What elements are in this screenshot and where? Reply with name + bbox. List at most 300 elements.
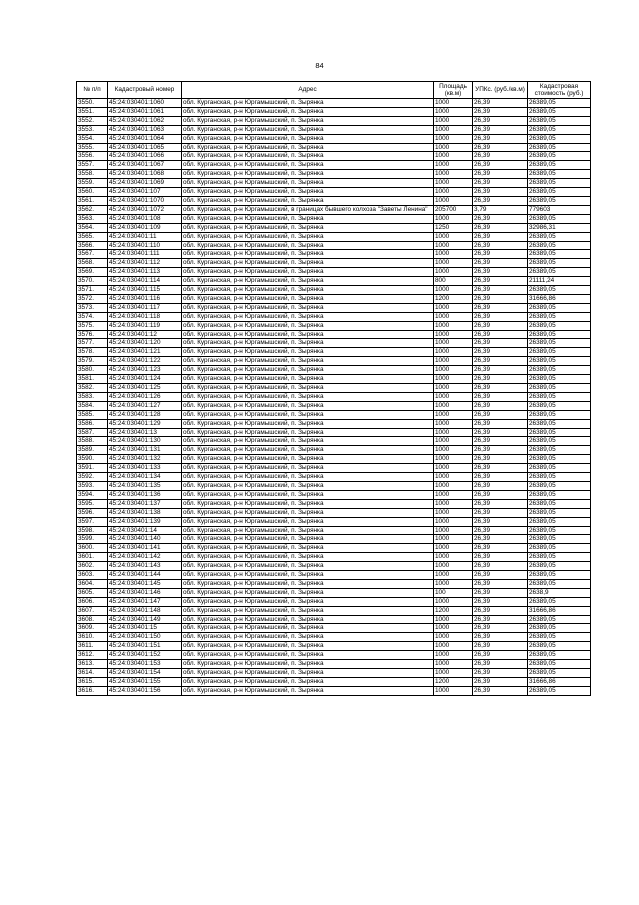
cadastral-number: 45:24:030401:142 [108,553,182,562]
row-number: 3598. [77,526,108,535]
upks: 26,39 [473,375,528,384]
area: 1000 [434,366,473,375]
table-row [77,624,591,633]
table-row [77,188,591,197]
cadastral-value: 32986,31 [528,223,591,232]
upks: 26,39 [473,268,528,277]
table-row [77,464,591,473]
cadastral-number: 45:24:030401:147 [108,597,182,606]
table-row [77,446,591,455]
cadastral-value: 26389,05 [528,508,591,517]
address: обл. Курганская, р-н Юргамышский, п. Зырянка [182,499,434,508]
upks: 26,39 [473,357,528,366]
table-row [77,597,591,606]
table-row [77,214,591,223]
address: обл. Курганская, р-н Юргамышский, п. Зырянка [182,633,434,642]
cadastral-number: 45:24:030401:149 [108,615,182,624]
area: 1000 [434,268,473,277]
row-number: 3589. [77,446,108,455]
cadastral-value: 26389,05 [528,321,591,330]
cadastral-number: 45:24:030401:1063 [108,125,182,134]
address: обл. Курганская, р-н Юргамышский, п. Зырянка [182,553,434,562]
cadastral-number: 45:24:030401:110 [108,241,182,250]
cadastral-number: 45:24:030401:131 [108,446,182,455]
table-row [77,392,591,401]
cadastral-value: 26389,05 [528,125,591,134]
area: 1000 [434,259,473,268]
area: 1000 [434,526,473,535]
area: 1000 [434,597,473,606]
cadastral-value: 26389,05 [528,312,591,321]
table-row [77,366,591,375]
address: обл. Курганская, р-н Юргамышский, п. Зырянка [182,579,434,588]
address: обл. Курганская, р-н Юргамышский, п. Зырянка [182,446,434,455]
table-row [77,205,591,214]
address: обл. Курганская, р-н Юргамышский, п. Зырянка [182,464,434,473]
upks: 26,39 [473,339,528,348]
area: 1200 [434,606,473,615]
cadastral-number: 45:24:030401:141 [108,544,182,553]
address: обл. Курганская, р-н Юргамышский, в границах бывшего колхоза "Заветы Ленина" [182,205,434,214]
cadastral-number: 45:24:030401:146 [108,588,182,597]
upks: 26,39 [473,392,528,401]
table-row [77,490,591,499]
upks: 26,39 [473,544,528,553]
address: обл. Курганская, р-н Юргамышский, п. Зырянка [182,669,434,678]
col-header-cadastral-number: Кадастровый номер [108,82,182,99]
cadastral-value: 779603 [528,205,591,214]
upks: 26,39 [473,499,528,508]
cadastral-value: 26389,05 [528,437,591,446]
cadastral-value: 26389,05 [528,366,591,375]
address: обл. Курганская, р-н Юргамышский, п. Зырянка [182,597,434,606]
cadastral-value: 26389,05 [528,455,591,464]
table-row [77,481,591,490]
upks: 26,39 [473,571,528,580]
table-row [77,384,591,393]
upks: 26,39 [473,597,528,606]
area: 1000 [434,321,473,330]
cadastral-number: 45:24:030401:136 [108,490,182,499]
row-number: 3599. [77,535,108,544]
address: обл. Курганская, р-н Юргамышский, п. Зырянка [182,571,434,580]
cadastral-number: 45:24:030401:128 [108,410,182,419]
table-row [77,633,591,642]
address: обл. Курганская, р-н Юргамышский, п. Зырянка [182,250,434,259]
address: обл. Курганская, р-н Юргамышский, п. Зырянка [182,624,434,633]
area: 1000 [434,214,473,223]
area: 1000 [434,392,473,401]
address: обл. Курганская, р-н Юргамышский, п. Зырянка [182,241,434,250]
cadastral-number: 45:24:030401:122 [108,357,182,366]
cadastral-value: 2638,9 [528,588,591,597]
address: обл. Курганская, р-н Юргамышский, п. Зырянка [182,455,434,464]
address: обл. Курганская, р-н Юргамышский, п. Зырянка [182,660,434,669]
upks: 26,39 [473,686,528,695]
table-row [77,660,591,669]
row-number: 3592. [77,473,108,482]
address: обл. Курганская, р-н Юргамышский, п. Зырянка [182,303,434,312]
col-header-area: Площадь (кв.м) [434,82,473,99]
cadastral-number: 45:24:030401:1064 [108,134,182,143]
table-row [77,499,591,508]
row-number: 3616. [77,686,108,695]
address: обл. Курганская, р-н Юргамышский, п. Зырянка [182,134,434,143]
row-number: 3560. [77,188,108,197]
row-number: 3570. [77,277,108,286]
area: 1000 [434,152,473,161]
row-number: 3593. [77,481,108,490]
row-number: 3562. [77,205,108,214]
cadastral-value: 26389,05 [528,401,591,410]
address: обл. Курганская, р-н Юргамышский, п. Зырянка [182,375,434,384]
area: 1000 [434,579,473,588]
table-header-row [77,82,591,99]
cadastral-value: 26389,05 [528,143,591,152]
address: обл. Курганская, р-н Юргамышский, п. Зырянка [182,392,434,401]
table-row [77,588,591,597]
table-row [77,303,591,312]
cadastral-value: 26389,05 [528,544,591,553]
cadastral-number: 45:24:030401:1065 [108,143,182,152]
cadastral-value: 26389,05 [528,428,591,437]
row-number: 3579. [77,357,108,366]
cadastral-number: 45:24:030401:1062 [108,116,182,125]
address: обл. Курганская, р-н Юргамышский, п. Зырянка [182,161,434,170]
address: обл. Курганская, р-н Юргамышский, п. Зырянка [182,179,434,188]
row-number: 3584. [77,401,108,410]
row-number: 3555. [77,143,108,152]
area: 1000 [434,615,473,624]
cadastral-value: 26389,05 [528,188,591,197]
upks: 26,39 [473,143,528,152]
cadastral-value: 26389,05 [528,375,591,384]
address: обл. Курганская, р-н Юргамышский, п. Зырянка [182,481,434,490]
cadastral-number: 45:24:030401:117 [108,303,182,312]
cadastral-value: 26389,05 [528,214,591,223]
address: обл. Курганская, р-н Юргамышский, п. Зырянка [182,384,434,393]
upks: 26,39 [473,303,528,312]
cadastral-value: 26389,05 [528,259,591,268]
area: 1000 [434,401,473,410]
address: обл. Курганская, р-н Юргамышский, п. Зырянка [182,401,434,410]
area: 1000 [434,544,473,553]
cadastral-value: 26389,05 [528,357,591,366]
address: обл. Курганская, р-н Юргамышский, п. Зырянка [182,99,434,108]
area: 1000 [434,571,473,580]
row-number: 3588. [77,437,108,446]
upks: 26,39 [473,579,528,588]
cadastral-value: 26389,05 [528,384,591,393]
area: 1250 [434,223,473,232]
cadastral-number: 45:24:030401:12 [108,330,182,339]
row-number: 3567. [77,250,108,259]
cadastral-value: 26389,05 [528,339,591,348]
area: 1000 [434,196,473,205]
upks: 26,39 [473,99,528,108]
cadastral-value: 26389,05 [528,392,591,401]
upks: 26,39 [473,161,528,170]
area: 1200 [434,294,473,303]
upks: 26,39 [473,232,528,241]
table-row [77,428,591,437]
cadastral-number: 45:24:030401:156 [108,686,182,695]
col-header-upks: УПКс. (руб./кв.м) [473,82,528,99]
address: обл. Курганская, р-н Юргамышский, п. Зырянка [182,170,434,179]
table-row [77,232,591,241]
cadastral-number: 45:24:030401:134 [108,473,182,482]
row-number: 3581. [77,375,108,384]
cadastral-number: 45:24:030401:120 [108,339,182,348]
table-row [77,277,591,286]
row-number: 3571. [77,286,108,295]
address: обл. Курганская, р-н Юргамышский, п. Зырянка [182,152,434,161]
table-row [77,401,591,410]
cadastral-number: 45:24:030401:138 [108,508,182,517]
row-number: 3612. [77,651,108,660]
cadastral-number: 45:24:030401:14 [108,526,182,535]
row-number: 3587. [77,428,108,437]
cadastral-value: 26389,05 [528,686,591,695]
area: 1000 [434,508,473,517]
upks: 26,39 [473,125,528,134]
cadastral-number: 45:24:030401:107 [108,188,182,197]
row-number: 3564. [77,223,108,232]
row-number: 3582. [77,384,108,393]
row-number: 3615. [77,677,108,686]
cadastral-value: 26389,05 [528,446,591,455]
address: обл. Курганская, р-н Юргамышский, п. Зырянка [182,508,434,517]
address: обл. Курганская, р-н Юргамышский, п. Зырянка [182,357,434,366]
cadastral-value: 26389,05 [528,642,591,651]
upks: 26,39 [473,633,528,642]
col-header-cadastral-value: Кадастровая стоимость (руб.) [528,82,591,99]
table-row [77,686,591,695]
table-row [77,606,591,615]
cadastral-value: 26389,05 [528,553,591,562]
cadastral-number: 45:24:030401:151 [108,642,182,651]
upks: 26,39 [473,107,528,116]
cadastral-value: 31666,86 [528,606,591,615]
cadastral-value: 26389,05 [528,134,591,143]
table-row [77,179,591,188]
cadastral-value: 26389,05 [528,571,591,580]
area: 1000 [434,357,473,366]
upks: 3,79 [473,205,528,214]
cadastral-number: 45:24:030401:114 [108,277,182,286]
row-number: 3566. [77,241,108,250]
row-number: 3590. [77,455,108,464]
area: 1000 [434,553,473,562]
cadastral-number: 45:24:030401:11 [108,232,182,241]
area: 1000 [434,624,473,633]
row-number: 3611. [77,642,108,651]
row-number: 3556. [77,152,108,161]
upks: 26,39 [473,179,528,188]
cadastral-number: 45:24:030401:1060 [108,99,182,108]
area: 1000 [434,446,473,455]
table-row [77,348,591,357]
table-row [77,107,591,116]
row-number: 3608. [77,615,108,624]
area: 1000 [434,481,473,490]
table-row [77,615,591,624]
cadastral-number: 45:24:030401:155 [108,677,182,686]
table-row [77,562,591,571]
row-number: 3572. [77,294,108,303]
address: обл. Курганская, р-н Юргамышский, п. Зырянка [182,286,434,295]
page-number: 84 [315,61,324,70]
row-number: 3573. [77,303,108,312]
upks: 26,39 [473,384,528,393]
table-row [77,170,591,179]
address: обл. Курганская, р-н Юргамышский, п. Зырянка [182,277,434,286]
address: обл. Курганская, р-н Юргамышский, п. Зырянка [182,214,434,223]
table-row [77,152,591,161]
row-number: 3552. [77,116,108,125]
area: 1000 [434,455,473,464]
area: 1000 [434,99,473,108]
cadastral-value: 31666,86 [528,294,591,303]
address: обл. Курганская, р-н Юргамышский, п. Зырянка [182,677,434,686]
row-number: 3602. [77,562,108,571]
cadastral-value: 26389,05 [528,615,591,624]
address: обл. Курганская, р-н Юргамышский, п. Зырянка [182,473,434,482]
area: 1000 [434,490,473,499]
row-number: 3603. [77,571,108,580]
row-number: 3601. [77,553,108,562]
upks: 26,39 [473,428,528,437]
row-number: 3575. [77,321,108,330]
cadastral-value: 26389,05 [528,419,591,428]
cadastral-number: 45:24:030401:145 [108,579,182,588]
upks: 26,39 [473,535,528,544]
upks: 26,39 [473,348,528,357]
address: обл. Курганская, р-н Юргамышский, п. Зырянка [182,642,434,651]
row-number: 3558. [77,170,108,179]
address: обл. Курганская, р-н Юргамышский, п. Зырянка [182,116,434,125]
address: обл. Курганская, р-н Юргамышский, п. Зырянка [182,606,434,615]
address: обл. Курганская, р-н Юргамышский, п. Зырянка [182,419,434,428]
area: 1000 [434,143,473,152]
cadastral-value: 26389,05 [528,170,591,179]
cadastral-value: 26389,05 [528,464,591,473]
address: обл. Курганская, р-н Юргамышский, п. Зырянка [182,259,434,268]
table-row [77,535,591,544]
table-row [77,286,591,295]
upks: 26,39 [473,250,528,259]
row-number: 3553. [77,125,108,134]
row-number: 3596. [77,508,108,517]
upks: 26,39 [473,259,528,268]
address: обл. Курганская, р-н Юргамышский, п. Зырянка [182,321,434,330]
area: 205700 [434,205,473,214]
area: 1000 [434,188,473,197]
upks: 26,39 [473,401,528,410]
table-row [77,294,591,303]
upks: 26,39 [473,277,528,286]
col-header-address: Адрес [182,82,434,99]
upks: 26,39 [473,134,528,143]
address: обл. Курганская, р-н Юргамышский, п. Зырянка [182,294,434,303]
cadastral-number: 45:24:030401:140 [108,535,182,544]
area: 1000 [434,651,473,660]
address: обл. Курганская, р-н Юргамышский, п. Зырянка [182,312,434,321]
address: обл. Курганская, р-н Юргамышский, п. Зырянка [182,517,434,526]
address: обл. Курганская, р-н Юргамышский, п. Зырянка [182,428,434,437]
table-row [77,161,591,170]
area: 1000 [434,464,473,473]
row-number: 3594. [77,490,108,499]
area: 1000 [434,125,473,134]
table-row [77,99,591,108]
row-number: 3561. [77,196,108,205]
table-row [77,455,591,464]
cadastral-value: 26389,05 [528,99,591,108]
address: обл. Курганская, р-н Юргамышский, п. Зырянка [182,437,434,446]
table-row [77,259,591,268]
cadastral-number: 45:24:030401:126 [108,392,182,401]
table-row [77,330,591,339]
cadastral-value: 26389,05 [528,473,591,482]
area: 1000 [434,473,473,482]
upks: 26,39 [473,615,528,624]
area: 1000 [434,384,473,393]
area: 1000 [434,428,473,437]
upks: 26,39 [473,526,528,535]
row-number: 3559. [77,179,108,188]
address: обл. Курганская, р-н Юргамышский, п. Зырянка [182,143,434,152]
area: 1000 [434,375,473,384]
table-row [77,517,591,526]
upks: 26,39 [473,286,528,295]
cadastral-number: 45:24:030401:1067 [108,161,182,170]
cadastral-number: 45:24:030401:135 [108,481,182,490]
upks: 26,39 [473,669,528,678]
cadastral-value: 26389,05 [528,562,591,571]
address: обл. Курганская, р-н Юргамышский, п. Зырянка [182,686,434,695]
cadastral-value: 26389,05 [528,330,591,339]
area: 1000 [434,161,473,170]
cadastral-value: 26389,05 [528,303,591,312]
cadastral-value: 31666,86 [528,677,591,686]
area: 1000 [434,134,473,143]
upks: 26,39 [473,588,528,597]
row-number: 3609. [77,624,108,633]
cadastral-number: 45:24:030401:143 [108,562,182,571]
cadastral-number: 45:24:030401:108 [108,214,182,223]
area: 1000 [434,517,473,526]
area: 1000 [434,116,473,125]
address: обл. Курганская, р-н Юргамышский, п. Зырянка [182,268,434,277]
table-row [77,651,591,660]
address: обл. Курганская, р-н Юргамышский, п. Зырянка [182,544,434,553]
upks: 26,39 [473,490,528,499]
cadastral-value: 26389,05 [528,526,591,535]
table-row [77,357,591,366]
upks: 26,39 [473,606,528,615]
upks: 26,39 [473,517,528,526]
table-row [77,508,591,517]
col-header-number: № п/п [77,82,108,99]
cadastral-number: 45:24:030401:153 [108,660,182,669]
area: 1000 [434,312,473,321]
cadastral-value: 26389,05 [528,286,591,295]
cadastral-number: 45:24:030401:132 [108,455,182,464]
upks: 26,39 [473,473,528,482]
cadastral-number: 45:24:030401:123 [108,366,182,375]
row-number: 3569. [77,268,108,277]
